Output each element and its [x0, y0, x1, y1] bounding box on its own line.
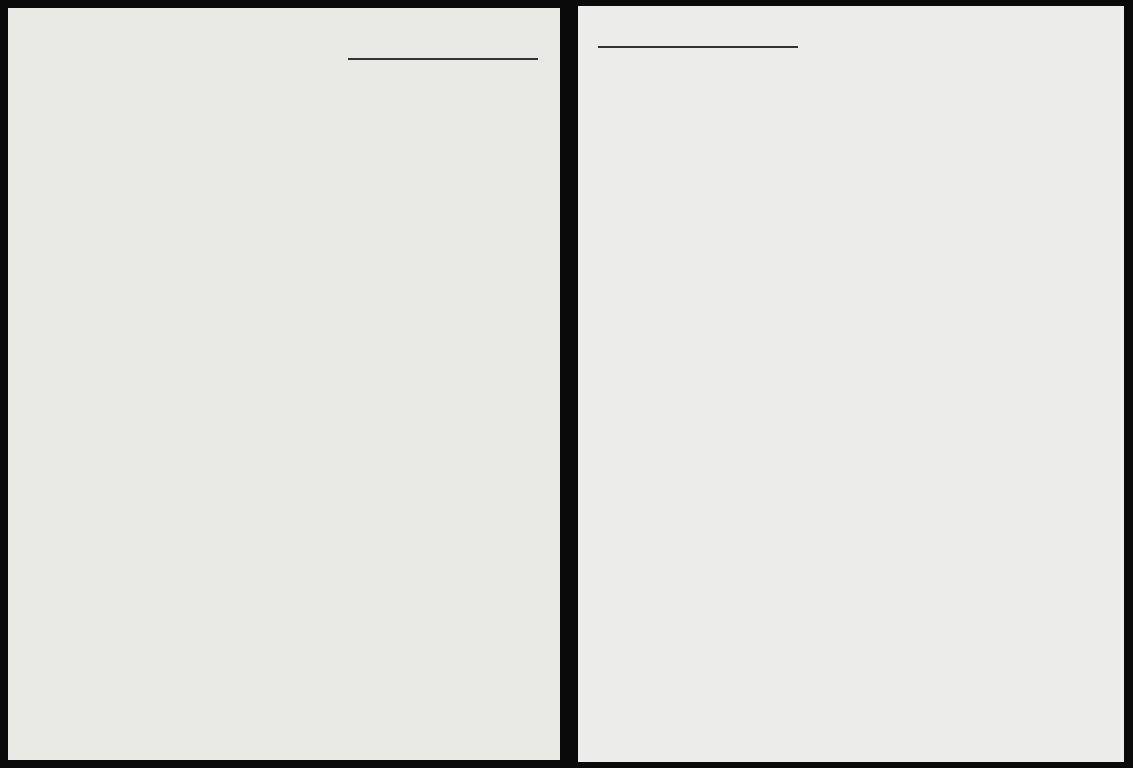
title-rule: [598, 46, 798, 48]
right-page: [578, 6, 1124, 762]
left-page: [8, 8, 560, 760]
title-rule: [348, 58, 538, 60]
